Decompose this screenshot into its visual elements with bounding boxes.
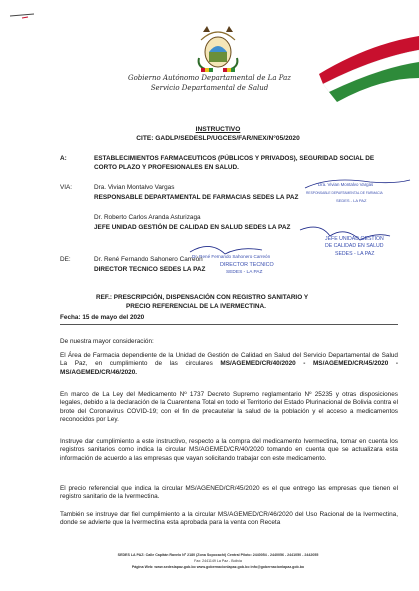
via-person2-name: Dr. Roberto Carlos Aranda Asturizaga bbox=[94, 214, 201, 221]
stamp2-line3: SEDES - LA PAZ bbox=[335, 251, 375, 257]
from-name: Dr. René Fernando Sahonero Carreón bbox=[94, 256, 203, 263]
coat-of-arms-icon bbox=[195, 22, 241, 74]
via-label: VIA: bbox=[60, 184, 73, 191]
stamp2-line1: JEFE UNIDAD GESTION bbox=[325, 236, 384, 242]
reference-line1: REF.: PRESCRIPCIÓN, DISPENSACIÓN CON REGISTRO SANITARIO Y bbox=[96, 294, 309, 301]
from-label: DE: bbox=[60, 256, 71, 263]
paragraph-2: En marco de La Ley del Medicamento Nº 1737 Decreto Supremo reglamentario Nº 25235 y otras disposiciones legales, debido a la declaración de la Cuarentena Total en todo el Territorio del Estado Plurinacional de Bolivia contra el brote del Coronavirus COVID-19; con el fin de precautelar la salud de la población y el acceso a medicamentos reconocidos por Ley. bbox=[60, 391, 398, 424]
paragraph-1-circulars: MS/AGEMED/CR/40/2020 - MS/AGEMED/CR/45/2020 - MS/AGEMED/CR/46/2020. bbox=[60, 360, 398, 376]
flag-ribbon-decoration bbox=[319, 34, 419, 104]
stamp1-line3: SEDES - LA PAZ bbox=[336, 198, 367, 203]
paragraph-3: Instruye dar cumplimiento a este instructivo, respecto a la compra del medicamento Ivermectina, tomar en cuenta los registros sanitarios como indica la circular MS/AGEMED/CR/40/2020 tomando en cuenta que se actualizara esta información de acuerdo a las empresas que vayan solicitando trabajar con este medicamento. bbox=[60, 438, 398, 462]
via-person1-role: RESPONSABLE DEPARTAMENTAL DE FARMACIAS SEDES LA PAZ bbox=[94, 194, 299, 201]
document-cite: CITE: GADLP/SEDESLP/UGCES/FAR/NEX/N°05/2020 bbox=[136, 135, 300, 142]
stamp3-line3: SEDES - LA PAZ bbox=[226, 270, 263, 275]
signature-3 bbox=[190, 246, 262, 254]
paragraph-1-text: El Área de Farmacia dependiente de la Unidad de Gestión de Calidad en Salud del Servicio Departamental de Salud La Paz, en cumplimiento de las circulares bbox=[60, 352, 398, 368]
to-recipients: ESTABLECIMIENTOS FARMACEUTICOS (PÚBLICOS Y PRIVADOS), SEGURIDAD SOCIAL DE CORTO PLAZO Y PROFESIONALES EN SALUD. bbox=[94, 155, 375, 171]
service-name: Servicio Departamental de Salud bbox=[150, 84, 269, 92]
stamp3-line1: Dr. René Fernando Sahonero Carreón bbox=[192, 254, 271, 259]
paragraph-4: El precio referencial que indica la circular MS/AGENED/CR/45/2020 es el que entrego las empresas que tienen el registro sanitario de la Ivermectina. bbox=[60, 485, 398, 501]
document-title: INSTRUCTIVO bbox=[195, 126, 241, 133]
to-label: A: bbox=[60, 155, 67, 162]
footer-web: Página Web: www.sedeslapaz.gob.bo www.gobernacionlapaz.gob.bo info@gobernacionlapaz.gob.bo bbox=[131, 565, 305, 569]
stamp3-line2: DIRECTOR TECNICO bbox=[220, 262, 274, 268]
via-person2-role: JEFE UNIDAD GESTIÓN DE CALIDAD EN SALUD SEDES LA PAZ bbox=[94, 224, 291, 231]
paragraph-5: También se instruye dar fiel cumplimiento a la circular MS/AGEMED/CR/46/2020 del Uso Racional de la Ivermectina, donde se advierte que la Ivermectina esta aprobada para la venta con Receta bbox=[60, 511, 398, 527]
reference-line2: PRECIO REFERENCIAL DE LA IVERMECTINA. bbox=[126, 303, 266, 310]
paragraph-1 bbox=[60, 352, 398, 377]
footer-address: SEDES LA PAZ: Calle Capitán Ravelo Nº 2180 (Zona Sopocachi) Central Piloto: 2440054 - 2440056 - 2441050 - 2442055 bbox=[117, 553, 319, 557]
corner-mark bbox=[8, 8, 38, 24]
government-name: Gobierno Autónomo Departamental de La Paz bbox=[128, 74, 291, 82]
stamp1-line1: Dra. Vivian Montalvo Vargas bbox=[318, 182, 374, 187]
from-role: DIRECTOR TECNICO SEDES LA PAZ bbox=[94, 266, 206, 273]
salutation: De nuestra mayor consideración: bbox=[60, 338, 154, 345]
via-person1-name: Dra. Vivian Montalvo Vargas bbox=[94, 184, 175, 191]
stamp2-line2: DE CALIDAD EN SALUD bbox=[325, 243, 384, 249]
footer-fax: Fax: 2441149 La Paz - Bolivia bbox=[194, 559, 242, 563]
header-divider bbox=[60, 324, 398, 325]
document-date: Fecha: 15 de mayo del 2020 bbox=[60, 314, 145, 321]
stamp1-line2: RESPONSABLE DEPARTAMENTAL DE FARMACIA bbox=[306, 191, 383, 195]
